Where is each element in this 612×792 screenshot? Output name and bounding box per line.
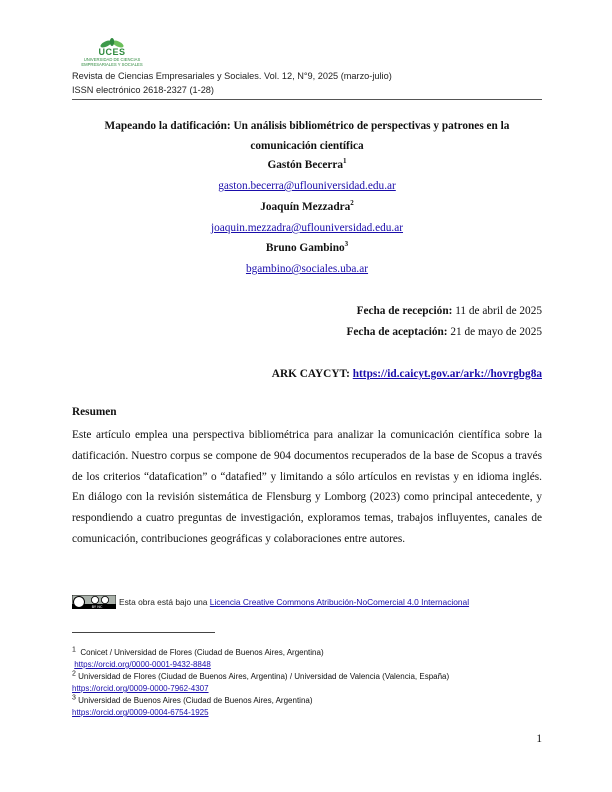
creative-commons-icon[interactable] bbox=[72, 595, 116, 609]
author-name-1: Gastón Becerra$^1$ bbox=[267, 157, 347, 171]
header-rule bbox=[72, 99, 542, 100]
article-title bbox=[72, 116, 542, 156]
uces-logo bbox=[72, 38, 152, 67]
author-email-3 bbox=[72, 263, 542, 275]
logo-subtitle-2: EMPRESARIALES Y SOCIALES bbox=[81, 62, 143, 67]
title-line-1: Mapeando la datificación: Un análisis bibliométrico de perspectivas y patrones en la bbox=[104, 120, 510, 132]
orcid-link-3[interactable]: https://orcid.org/0009-0004-6754-1925 bbox=[72, 708, 209, 717]
footnote-rule bbox=[72, 632, 215, 633]
ark-line: ARK CAYCYT: https://id.caicyt.gov.ar/ark://hovrgbg8a bbox=[271, 368, 542, 380]
ark-link[interactable]: https://id.caicyt.gov.ar/ark://hovrgbg8a bbox=[352, 368, 542, 380]
page-number: 1 bbox=[536, 733, 542, 745]
email-link-3[interactable]: bgambino@sociales.uba.ar bbox=[245, 263, 369, 275]
acceptance-date: Fecha de aceptación: 21 de mayo de 2025 bbox=[346, 326, 542, 338]
logo-name: UCES bbox=[98, 47, 126, 57]
title-line-2: comunicación científica bbox=[250, 140, 364, 152]
orcid-link-1[interactable]: https://orcid.org/0000-0001-9432-8848 bbox=[74, 660, 211, 669]
journal-header: Revista de Ciencias Empresariales y Sociales. Vol. 12, N°9, 2025 (marzo-julio) bbox=[72, 71, 392, 81]
author-name-2: Joaquín Mezzadra$^2$ bbox=[260, 199, 354, 213]
license-text: Esta obra está bajo una Licencia Creative Commons Atribución-NoComercial 4.0 Internacional bbox=[119, 597, 470, 607]
email-link-2[interactable]: joaquin.mezzadra@uflouniversidad.edu.ar bbox=[210, 222, 404, 234]
license-link[interactable]: Licencia Creative Commons Atribución-NoComercial 4.0 Internacional bbox=[209, 597, 470, 607]
footnote-3: $^3$ Universidad de Buenos Aires (Ciudad de Buenos Aires, Argentina) https://orcid.org/0009-0004-6754-1925 bbox=[72, 694, 313, 717]
footnote-1: $^1$ Conicet / Universidad de Flores (Ciudad de Buenos Aires, Argentina) https://orcid.org/0000-0001-9432-8848 bbox=[72, 646, 324, 669]
author-name-3: Bruno Gambino$^3$ bbox=[265, 240, 349, 254]
orcid-link-2[interactable]: https://orcid.org/0009-0000-7962-4307 bbox=[72, 684, 209, 693]
author-email-2 bbox=[72, 222, 542, 234]
author-email-1 bbox=[72, 180, 542, 192]
abstract-text: Este artículo emplea una perspectiva bibliométrica para analizar la comunicación científica sobre la datificación. Nuestro corpus se compone de 904 documentos recuperados de la base de Scopus a través de los criterios “datafication” o “datafied” y limitando a sólo artículos en revistas y en idioma inglés. En diálogo con la revisión sistemática de Flensburg y Lomborg (2023) como principal antecedente, y respondiendo a cuatro preguntas de investigación, exploramos temas, trabajos influyentes, canales de comunicación, contribuciones geográficas y colaboraciones entre autores. bbox=[72, 429, 542, 545]
license-line bbox=[72, 594, 469, 610]
email-link-1[interactable]: gaston.becerra@uflouniversidad.edu.ar bbox=[218, 180, 396, 192]
footnote-2: $^2$ Universidad de Flores (Ciudad de Buenos Aires, Argentina) / Universidad de Valencia (Valencia, España) https://orcid.org/0009-0000-7962-4307 bbox=[72, 670, 450, 693]
issn-header: ISSN electrónico 2618-2327 (1-28) bbox=[72, 85, 214, 95]
reception-date: Fecha de recepción: 11 de abril de 2025 bbox=[356, 305, 542, 317]
logo-subtitle-1: UNIVERSIDAD DE CIENCIAS bbox=[83, 57, 141, 62]
cc-badge-text: BY NC bbox=[91, 605, 103, 609]
abstract-heading: Resumen bbox=[72, 406, 117, 418]
